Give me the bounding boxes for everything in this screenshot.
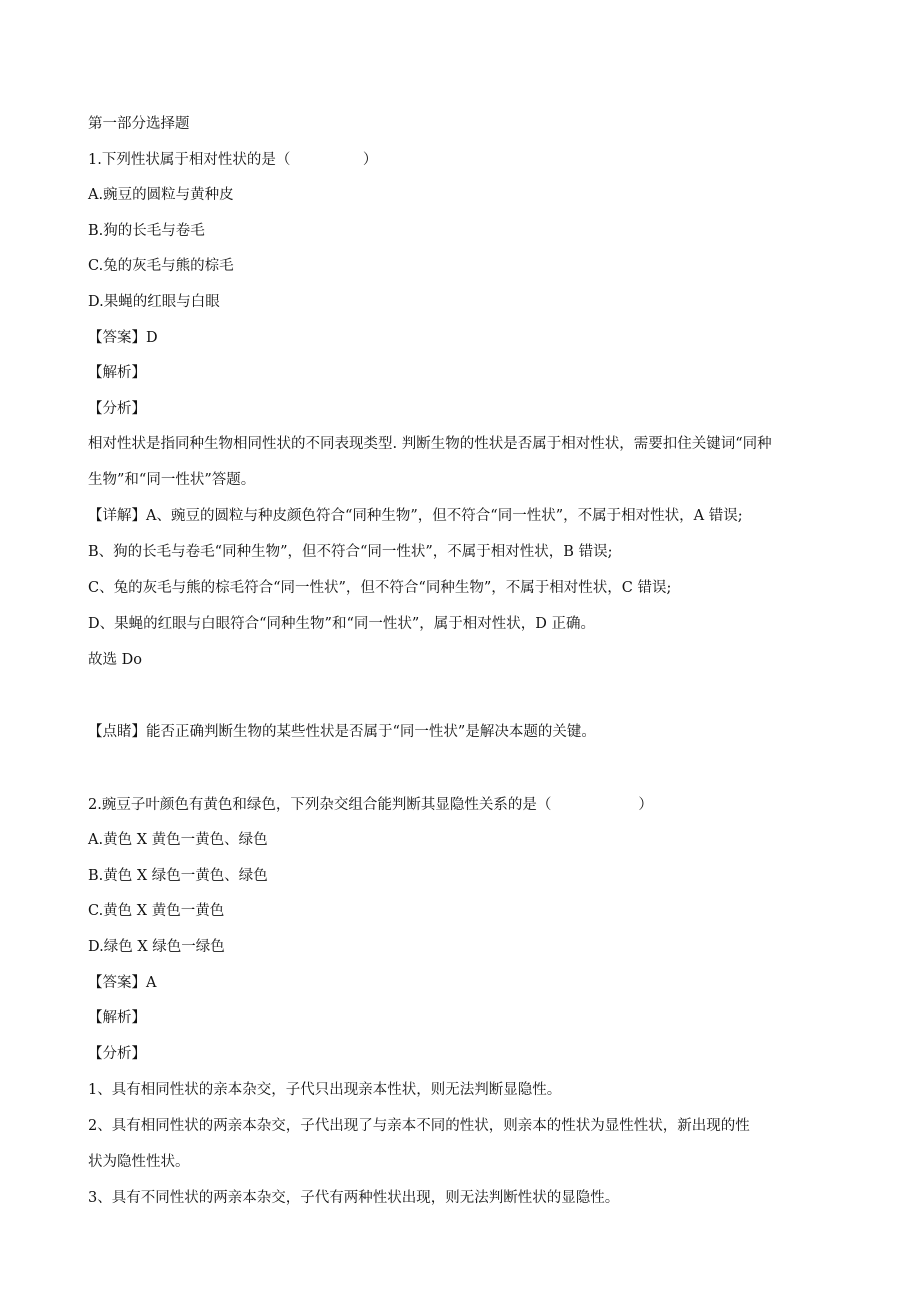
question-1-stem: 1.下列性状属于相对性状的是（ ） [88,152,378,168]
question-1-detail-line: D、果蝇的红眼与白眼符合“同种生物”和“同一性状”，属于相对性状，D 正确。 [88,616,596,632]
question-1-option-a: A.豌豆的圆粒与黄种皮 [88,187,234,203]
question-1-option-c: C.兔的灰毛与熊的棕毛 [88,258,234,274]
section-title: 第一部分选择题 [88,116,190,132]
question-1-analysis-line: 生物”和“同一性状”答题。 [88,472,256,488]
question-2-option-a: A.黄色 X 黄色一黄色、绿色 [88,832,268,848]
question-1-choice: 故选 Do [88,652,142,668]
question-2-answer: 【答案】A [88,975,157,991]
question-1-option-b: B.狗的长毛与卷毛 [88,223,205,239]
question-1-detail-line: 【详解】A、豌豆的圆粒与种皮颜色符合“同种生物”，但不符合“同一性状”，不属于相对性状，A 错误; [88,508,743,524]
question-1-analysis-line: 相对性状是指同种生物相同性状的不同表现类型. 判断生物的性状是否属于相对性状，需要扣住关键词“同种 [88,436,772,452]
question-1-option-d: D.果蝇的红眼与白眼 [88,294,220,310]
question-2-option-c: C.黄色 X 黄色一黄色 [88,903,225,919]
question-1-fenxi-label: 【分析】 [88,401,146,417]
question-2-option-d: D.绿色 X 绿色一绿色 [88,939,225,955]
question-1-detail-line: C、兔的灰毛与熊的棕毛符合“同一性状”，但不符合“同种生物”，不属于相对性状，C 错误; [88,580,672,596]
question-2-option-b: B.黄色 X 绿色一黄色、绿色 [88,868,268,884]
question-1-answer: 【答案】D [88,330,158,346]
question-1-key-point: 【点睹】能否正确判断生物的某些性状是否属于“同一性状”是解决本题的关键。 [88,724,596,740]
question-2-stem: 2.豌豆子叶颜色有黄色和绿色，下列杂交组合能判断其显隐性关系的是（ ） [88,797,653,813]
question-1-detail-line: B、狗的长毛与卷毛“同种生物”，但不符合“同一性状”，不属于相对性状，B 错误; [88,544,613,560]
question-2-analysis-line: 2、具有相同性状的两亲本杂交，子代出现了与亲本不同的性状，则亲本的性状为显性性状，新出现的性 [88,1118,750,1134]
question-1-jiexi-label: 【解析】 [88,365,146,381]
question-2-jiexi-label: 【解析】 [88,1010,146,1026]
question-2-analysis-line: 1、具有相同性状的亲本杂交，子代只出现亲本性状，则无法判断显隐性。 [88,1082,562,1098]
question-2-analysis-line: 3、具有不同性状的两亲本杂交，子代有两种性状出现，则无法判断性状的显隐性。 [88,1190,620,1206]
question-2-analysis-line: 状为隐性性状。 [88,1154,190,1170]
question-2-fenxi-label: 【分析】 [88,1046,146,1062]
